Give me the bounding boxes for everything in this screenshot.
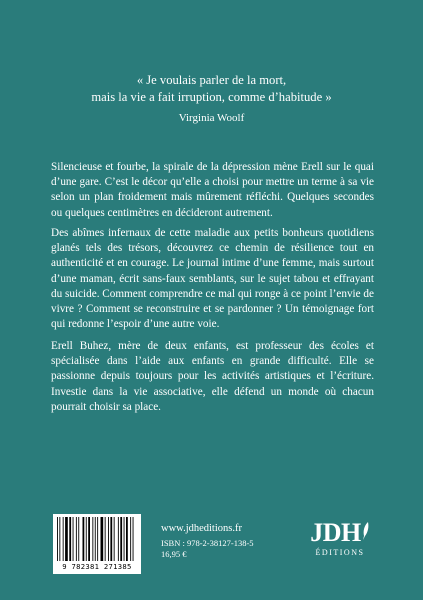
publisher-logo: [305, 519, 375, 557]
epigraph-quote: [0, 72, 423, 106]
isbn-barcode: [53, 514, 141, 574]
publisher-website: www.jdheditions.fr: [161, 523, 242, 534]
logo-subtitle: ÉDITIONS: [315, 548, 365, 557]
quote-line-2: mais la vie a fait irruption, comme d’habitude »: [91, 90, 332, 104]
barcode-digits: 9 782381 271385: [62, 562, 132, 571]
quote-line-1: « Je voulais parler de la mort,: [136, 73, 287, 87]
quote-author: Virginia Woolf: [178, 112, 245, 124]
blurb-text: Silencieuse et fourbe, la spirale de la dépression mène Erell sur le quai d’une gare. C’est le décor qu’elle a choisi pour mettre un terme à sa vie selon un plan froidement mais mûrement réfléchi. Quelques secondes ou quelques centimètres en décideront autrement.: [51, 161, 374, 219]
author-bio: [51, 339, 374, 415]
logo-text: JDH: [310, 518, 361, 547]
publisher-info: [161, 523, 254, 561]
barcode-bars: [56, 517, 138, 561]
blurb-paragraph-2: [51, 226, 374, 332]
isbn-number: ISBN : 978-2-38127-138-5: [161, 537, 254, 548]
bio-text: Erell Buhez, mère de deux enfants, est professeur des écoles et spécialisée dans l’aide aux enfants en grande difficulté. Elle se passionne depuis toujours pour les activités artistiques et l’écriture. Investie dans la vie associative, elle défend un monde où chacun pourrait choisir sa place.: [51, 340, 374, 413]
blurb-paragraph-1: [51, 160, 374, 221]
quill-icon: [362, 522, 370, 545]
blurb-text: Des abîmes infernaux de cette maladie aux petits bonheurs quotidiens glanés tels des trésors, découvrez ce chemin de résilience tout en authenticité et en courage. Le journal intime d’une femme, mais surtout d’une maman, écrit sans-faux semblants, sur le sujet tabou et effrayant du suicide. Comment comprendre ce mal qui ronge à ce point l’envie de vivre ? Comment se reconstruire et se pardonner ? Un témoignage fort qui redonne l’espoir d’une autre voie.: [51, 227, 374, 331]
price: 16,95 €: [161, 549, 187, 559]
